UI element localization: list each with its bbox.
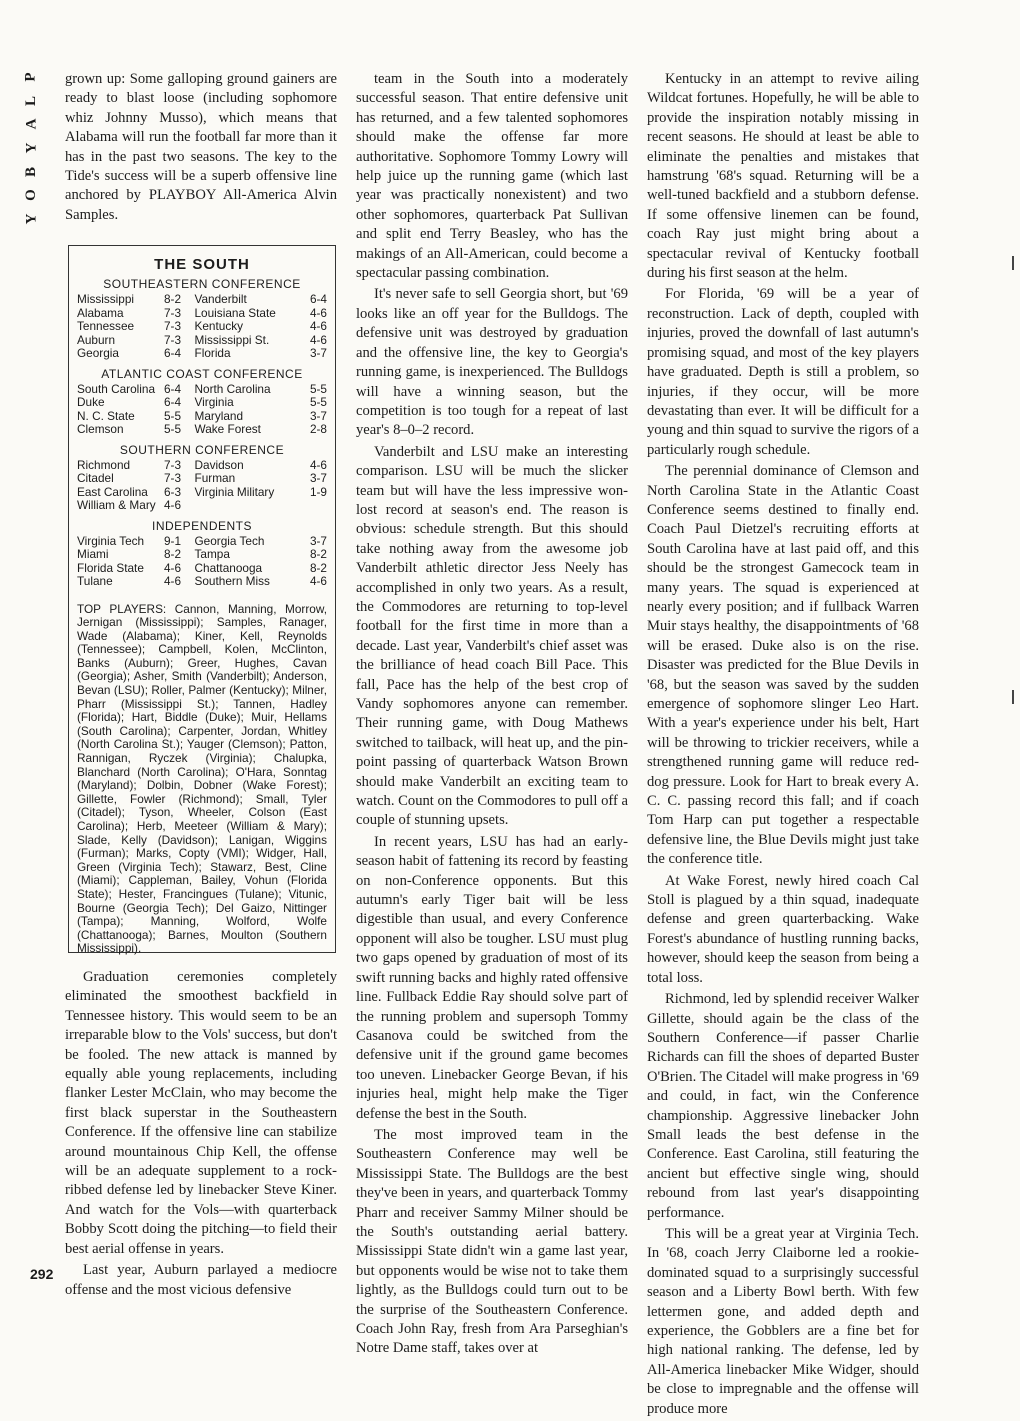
standings-row [77, 293, 327, 307]
team-record: 5-5 [309, 381, 327, 396]
standings-row [77, 396, 327, 410]
team-name: Maryland [194, 408, 244, 423]
team-name: Alabama [77, 305, 124, 320]
standings-table [77, 459, 327, 513]
sidebar-letter: Y [23, 213, 39, 225]
team-record: 4-6 [164, 498, 182, 512]
team-record: 5-5 [309, 395, 327, 409]
top-players: TOP PLAYERS: Cannon, Manning, Morrow, Jernigan (Mississippi); Samples, Ranager, Wade (Alabama); Kiner, Kell, Reynolds (Tennessee); Campbell, Kolen, McClinton, Banks (Auburn); Greer, Hughes, Cavan (Georgia); Asher, Smith (Vanderbilt); Anderson, Bevan (LSU); Roller, Palmer (Kentucky); Milner, Pharr (Mississippi St.); Tannen, Hadley (Florida); Hart, Biddle (Duke); Muir, Hellams (South Carolina); Carpenter, Jordan, Whitley (North Carolina St.); Yauger (Clemson); Patton, Rannigan, Ryczek (Virginia); Chalupka, Blanchard (North Carolina); O'Hara, Sonntag (Maryland); Dolbin, Dobner (Wake Forest); Gillette, Fowler (Richmond); Small, Tyler (Citadel); Tyson, Wheeler, Colson (East Carolina); Herb, Meeteer (William & Mary); Slade, Kelly (Davidson); Lanigan, Wiggins (Furman); Marks, Copty (VMI); Widger, Hall, Green (Virginia Tech); Stawarz, Best, Cline (Miami); Cappleman, Bailey, Vohun (Florida State); Hester, Francingues (Tulane); Vitunic, Bourne (Georgia Tech); Del Gaizo, Nittinger (Tampa); Manning, Wolford, Wolfe (Chattanooga); Barnes, Moulton (Southern Mississippi). [77, 601, 327, 956]
paragraph: Vanderbilt and LSU make an interesting comparison. LSU will be much the slicker team but will have the less impressive won-lost record at season's end. The reason is obvious: schedule strength. But this should take nothing away from the awesome job Vanderbilt athletic director Jess Neely has accomplished in only two years. As a result, the Commodores are returning to top-level football for the first time in more than a decade. Last year, Vanderbilt's chief asset was the brilliance of head coach Bill Pace. This fall, Pace has the help of the best crop of Vandy sophomores anyone can remember. Their running game, with Doug Mathews switched to tailback, will heat up, and the pin-point passing of quarterback Watson Brown should make Vanderbilt an exciting team to watch. Count on the Commodores to pull off a couple of stunning upsets. [356, 443, 628, 829]
team-name: Louisiana State [194, 305, 276, 320]
team-name: Virginia Tech [77, 533, 145, 548]
team-record: 7-3 [164, 332, 182, 347]
team-name: East Carolina [77, 484, 148, 499]
conference-title: SOUTHEASTERN CONFERENCE [103, 277, 301, 291]
paragraph: It's never safe to sell Georgia short, but '69 looks like an off year for the Bulldogs. The defensive unit was destroyed by graduation and the offensive line, the key to Georgia's running game, is inexperienced. The Bulldogs will have a winning season, but the competition is too tough for a repeat of last year's 8–0–2 record. [356, 286, 628, 439]
team-name: North Carolina [194, 381, 271, 396]
team-name: Georgia Tech [194, 533, 265, 548]
team-record [300, 499, 328, 513]
conference-title: SOUTHERN CONFERENCE [119, 442, 285, 457]
paragraph: For Florida, '69 will be a year of reconstruction. Lack of depth, coupled with injuries, proved the downfall of last autumn's promising squad, and most of the key players have graduated. Depth is still a problem, so injuries, if they occur, will be more devastating than ever. It will be difficult for a young and thin squad to survive the rigors of a particularly rough schedule. [647, 286, 919, 458]
standings-row [77, 347, 327, 361]
paragraph: Richmond, led by splendid receiver Walker Gillette, should again be the class of the Southern Conference—if passer Charlie Richards can fill the shoes of departed Buster O'Brien. The Citadel will make progress in '69 and could, in fact, win the Conference championship. Aggressive linebacker John Small leads the best defense in the Conference. East Carolina, still featuring the ancient but effective single wing, should rebound from last year's disappointing performance. [647, 991, 919, 1221]
paragraph: team in the South into a moderately successful season. That entire defensive unit has returned, and a few talented sophomores should make the offense far more authoritative. Sophomore Tommy Lowry will help juice up the running game (which last year was practically nonexistent) and two other sophomores, quarterback Pat Sullivan and split end Terry Beasley, who has the makings of an All-American, could become a spectacular passing combination. [356, 71, 628, 282]
team-record: 5-5 [164, 408, 182, 423]
team-record: 6-4 [164, 395, 182, 409]
sidebar-letter: O [22, 189, 39, 202]
standings-row [77, 486, 327, 500]
standings-row [77, 410, 327, 424]
sidebar-letter: B [22, 166, 39, 177]
standings-row [77, 499, 327, 513]
standings-row [77, 535, 327, 549]
paragraph: In recent years, LSU has had an early-season habit of fattening its record by feasting on non-Conference opponents. But this autumn's early Tiger bait will be less digestible than usual, and every Conference opponent will also be tougher. LSU must plug two gaps opened by graduation of most of its swift running backs and highly rated offensive line. Fullback Eddie Ray should solve part of the running problem and supersoph Tommy Casanova could be switched from the defensive unit if the ground game becomes too uneven. Linebacker George Bevan, if his injuries heal, might help make the Tiger defense the best in the South. [356, 833, 628, 1122]
team-name: Duke [77, 395, 105, 409]
team-name: Richmond [77, 457, 131, 472]
standings-row [77, 575, 327, 589]
team-name: Citadel [77, 471, 114, 485]
standings-row [77, 562, 327, 576]
team-record: 4-6 [164, 560, 182, 575]
team-name: William & Mary [77, 498, 156, 512]
team-name: Furman [194, 471, 236, 485]
team-record: 3-7 [309, 471, 327, 485]
team-record: 6-4 [164, 381, 182, 396]
team-record: 4-6 [309, 305, 327, 320]
standings-table [77, 293, 327, 361]
standings-table [77, 535, 327, 589]
team-name: Florida [194, 346, 231, 360]
team-name: Southern Miss [194, 574, 270, 588]
team-name: South Carolina [77, 381, 156, 396]
conference-title: INDEPENDENTS [151, 518, 252, 533]
team-record: 4-6 [309, 332, 327, 347]
team-record: 4-6 [309, 319, 327, 333]
team-name [195, 499, 300, 513]
margin-mark [1012, 690, 1014, 704]
sidebar-letter: L [22, 95, 39, 106]
team-record: 9-1 [164, 533, 182, 548]
team-name: Miami [77, 547, 109, 561]
paragraph: The most improved team in the Southeastern Conference may well be Mississippi State. The Bulldogs are the best they've been in years, and quarterback Tommy Pharr and receiver Sammy Milner should be the South's outstanding aerial battery. Mississippi State didn't win a game last year, but opponents would be wise not to take them lightly, as the Bulldogs could turn out to be the surprise of the Southeastern Conference. Coach John Ray, fresh from Ara Parseghian's Notre Dame staff, takes over at [356, 1126, 628, 1357]
team-record: 8-2 [309, 547, 327, 561]
team-record: 7-3 [164, 457, 182, 472]
team-record: 2-8 [309, 422, 327, 436]
team-name: Wake Forest [194, 422, 261, 436]
standings-row [77, 423, 327, 437]
team-record: 1-9 [309, 484, 327, 499]
paragraph: The perennial dominance of Clemson and North Carolina State in the Atlantic Coast Conference seems destined to finally end. Coach Paul Dietzel's recruiting efforts at South Carolina have at last paid off, and this should be the strongest Gamecock team in many years. The squad is experienced at nearly every position; and if fullback Warren Muir stays healthy, the disappointments of '68 will be erased. Duke also is on the rise. Disaster was predicted for the Blue Devils in '68, but the season was saved by the sudden emergence of sophomore slinger Leo Hart. With a year's experience under his belt, Hart will be throwing to trickier receivers, while a strengthened running game will reduce red-dog pressure. Look for Hart to break every A. C. C. passing record this fall; and if coach Tom Harp can put together a respectable defensive line, the Blue Devils might just take the conference title. [647, 463, 919, 868]
sidebar-letter: Y [23, 142, 39, 154]
team-record: 4-6 [309, 457, 327, 472]
column-2 [356, 70, 628, 1361]
team-name: Chattanooga [194, 560, 263, 575]
standings-row [77, 320, 327, 334]
team-name: Tampa [194, 547, 230, 561]
standings-row [77, 334, 327, 348]
team-record: 8-2 [309, 560, 327, 575]
page-number: 292 [30, 1266, 54, 1282]
margin-mark [1012, 256, 1014, 270]
team-name: Tulane [77, 574, 113, 588]
standings-box [68, 245, 336, 956]
conference-title: ATLANTIC COAST CONFERENCE [101, 366, 303, 381]
paragraph: Kentucky in an attempt to revive ailing Wildcat fortunes. Hopefully, he will be able to provide the inspiration notably missing in recent seasons. He should at least be able to eliminate the penalties and mistakes that hamstrung '68's squad. Returning will be a well-tuned backfield and a stubborn defense. If some offensive linemen can be found, coach Ray just might bring about a spectacular revival of Kentucky football during his first season at the helm. [647, 71, 919, 282]
standings-row [77, 459, 327, 473]
team-record: 6-4 [164, 346, 182, 360]
team-name: N. C. State [77, 408, 135, 423]
team-record: 4-6 [164, 574, 182, 588]
team-name: Davidson [194, 457, 244, 472]
team-name: Kentucky [194, 319, 244, 333]
team-name: Florida State [77, 560, 144, 575]
team-name: Vanderbilt [194, 292, 247, 306]
team-name: Georgia [77, 346, 119, 360]
standings-row [77, 307, 327, 321]
team-record: 4-6 [309, 574, 327, 588]
sidebar-letter: A [23, 118, 39, 130]
conferences [77, 277, 327, 589]
team-name: Clemson [77, 422, 124, 436]
team-record: 7-3 [164, 319, 182, 333]
column-1 [65, 70, 337, 227]
paragraph: Last year, Auburn parlayed a mediocre offense and the most vicious defensive [65, 1262, 337, 1298]
team-name: Mississippi [77, 292, 135, 306]
team-name: Auburn [77, 332, 116, 347]
standings-row [77, 383, 327, 397]
paragraph: Graduation ceremonies completely eliminated the smoothest backfield in Tennessee history. This would seem to be an irreparable blow to the Vols' success, but don't be fooled. The new attack is manned by equally able young replacements, including flanker Lester McClain, who may become the first black superstar in the Southeastern Conference. If the offensive line can stabilize around mountainous Chip Kell, the offense will be an adequate supplement to a rock-ribbed defense led by linebacker Steve Kiner. And watch for the Vols—with quarterback Bobby Scott doing the pitching—to field their best aerial offense in years. [65, 969, 337, 1257]
paragraph: At Wake Forest, newly hired coach Cal Stoll is plagued by a thin squad, inadequate defense and green quarterbacking. Wake Forest's abundance of hustling running backs, however, should keep the season from being a total loss. [647, 872, 919, 986]
paragraph: This will be a great year at Virginia Tech. In '68, coach Jerry Claiborne led a rookie-dominated squad to a surprisingly successful season and a Liberty Bowl berth. With few lettermen gone, and added depth and experience, the Gobblers are a fine bet for high national ranking. The defense, led by All-America linebacker Mike Widger, should be close to impregnable and the offense will produce more [647, 1225, 919, 1417]
box-title: THE SOUTH [154, 256, 250, 273]
team-record: 3-7 [309, 408, 327, 423]
column-1-lower [65, 968, 337, 1302]
team-record: 5-5 [164, 422, 182, 436]
standings-table [77, 383, 327, 437]
standings-row [77, 472, 327, 486]
team-name: Virginia [194, 395, 234, 409]
magazine-sidebar-logo [22, 68, 44, 228]
team-record: 8-2 [164, 547, 182, 561]
column-3 [647, 70, 919, 1421]
team-record: 3-7 [309, 533, 327, 548]
team-name: Virginia Military [194, 484, 275, 499]
team-record: 6-3 [164, 484, 182, 499]
column-1-intro: grown up: Some galloping ground gainers are ready to blast loose (including sophomore whiz Johnny Musso), which means that Alabama will run the football far more than it has in the past two seasons. The key to the Tide's success will be a superb offensive line anchored by PLAYBOY All-America Alvin Samples. [65, 71, 337, 223]
team-record: 7-3 [164, 305, 182, 320]
team-record: 8-2 [164, 292, 182, 306]
team-record: 7-3 [164, 471, 182, 485]
team-record: 3-7 [309, 346, 327, 360]
team-name: Mississippi St. [194, 332, 270, 347]
sidebar-letter: P [22, 72, 39, 82]
team-name: Tennessee [77, 319, 135, 333]
standings-row [77, 548, 327, 562]
team-record: 6-4 [309, 292, 327, 306]
